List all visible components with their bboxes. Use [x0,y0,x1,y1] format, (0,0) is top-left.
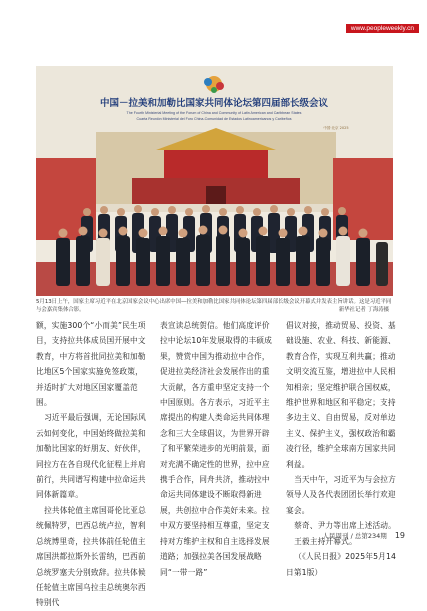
paragraph: 当天中午，习近平为与会拉方领导人及各代表团团长举行欢迎宴会。 [286,475,396,515]
magazine-issue: 人民周刊 / 总第234期 [322,532,387,540]
delegate-light-outfit [96,238,110,286]
banner-spanish: Cuarta Reunión Ministerial del Foro China-Comunidad de Estados Latinoamericanos y Caribeños [136,117,292,121]
paragraph: 蔡奇、尹力等出席上述活动。 [294,521,396,531]
column-3 [286,318,398,580]
paragraph: 王毅主持开幕式。 [294,536,357,546]
banner-location: 中国·北京 2025 [323,126,349,130]
paragraph: 倡议对接，推动贸易、投资、基础设施、农业、科技、新能源、教育合作，实现互利共赢；推动文明交流互鉴，增进拉中人民相知相亲；坚定维护联合国权威，维护世界和地区和平稳定；支持多边主义、自由贸易，反对单边主义、保护主义，强权政治和霸凌行径，维护全球南方国家共同利益。 [286,321,396,469]
delegate-edge [376,242,388,286]
source-note: （《人民日报》2025年5月14日第1版） [286,552,397,577]
column-1 [36,318,148,611]
gate-door [206,186,226,206]
photo-illustration [36,66,393,296]
palace-wall [164,150,268,180]
site-url-badge: www.peopleweekly.cn [346,24,419,33]
terrace [96,204,336,212]
group-photo [36,66,393,296]
paragraph: 额，实施300个“小而美”民生项目，支持拉共体成员国开展中文教育，中方将首批同拉美和加勒比地区5个国家实施免签政策，并适时扩大对地区国家覆盖范围。 [36,321,146,408]
delegate-light-outfit-2 [336,236,350,286]
banner-english: The Fourth Ministerial Meeting of the Forum of China and Community of Latin American and Caribbean States [126,111,302,115]
paragraph: 习近平最后强调，无论国际风云如何变化，中国始终做拉美和加勒比国家的好朋友、好伙伴，同拉方在各自现代化征程上并肩前行，共同谱写构建中拉命运共同体新篇章。 [36,413,146,500]
page-footer [323,531,406,540]
paragraph: 表宣读总统贺信。他们高度评价拉中论坛10年发展取得的丰硕成果，赞赏中国为推动拉中合作，促进拉美经济社会发展作出的重大贡献，各方重申坚定支持一个中国原则。各方表示，习近平主席提出的构建人类命运共同体理念和三大全球倡议，为世界开辟了和平繁荣进步的光明前景，面对充满不确定性的世界，拉中应携手合作，同舟共济，推动拉中命运共同体建设不断取得新进展，共创拉中合作美好未来。拉中双方要坚持相互尊重，坚定支持对方维护主权和自主选择发展道路；加强拉美各国发展战略同“一带一路” [160,321,272,577]
caption-text: 5月13日上午，国家主席习近平在北京国家会议中心出席中国—拉美和加勒比国家共同体论坛第四届部长级会议开幕式并发表主旨讲话。这是习近平同与会嘉宾集体合影。 [36,299,392,313]
column-2 [160,318,272,580]
paragraph: 拉共体轮值主席国哥伦比亚总统佩特罗，巴西总统卢拉，智利总统博里奇，拉共体前任轮值主席国洪都拉斯外长雷纳，巴西前总统罗塞夫分别致辞。拉共体候任轮值主席国乌拉圭总统奥尔西特别代 [36,505,146,608]
photo-caption [36,298,393,314]
page-number: 19 [394,531,405,540]
banner-title: 中国－拉美和加勒比国家共同体论坛第四届部长级会议 [99,98,329,109]
photo-credit: 新华社记者 丁海涛摄 [338,307,389,313]
